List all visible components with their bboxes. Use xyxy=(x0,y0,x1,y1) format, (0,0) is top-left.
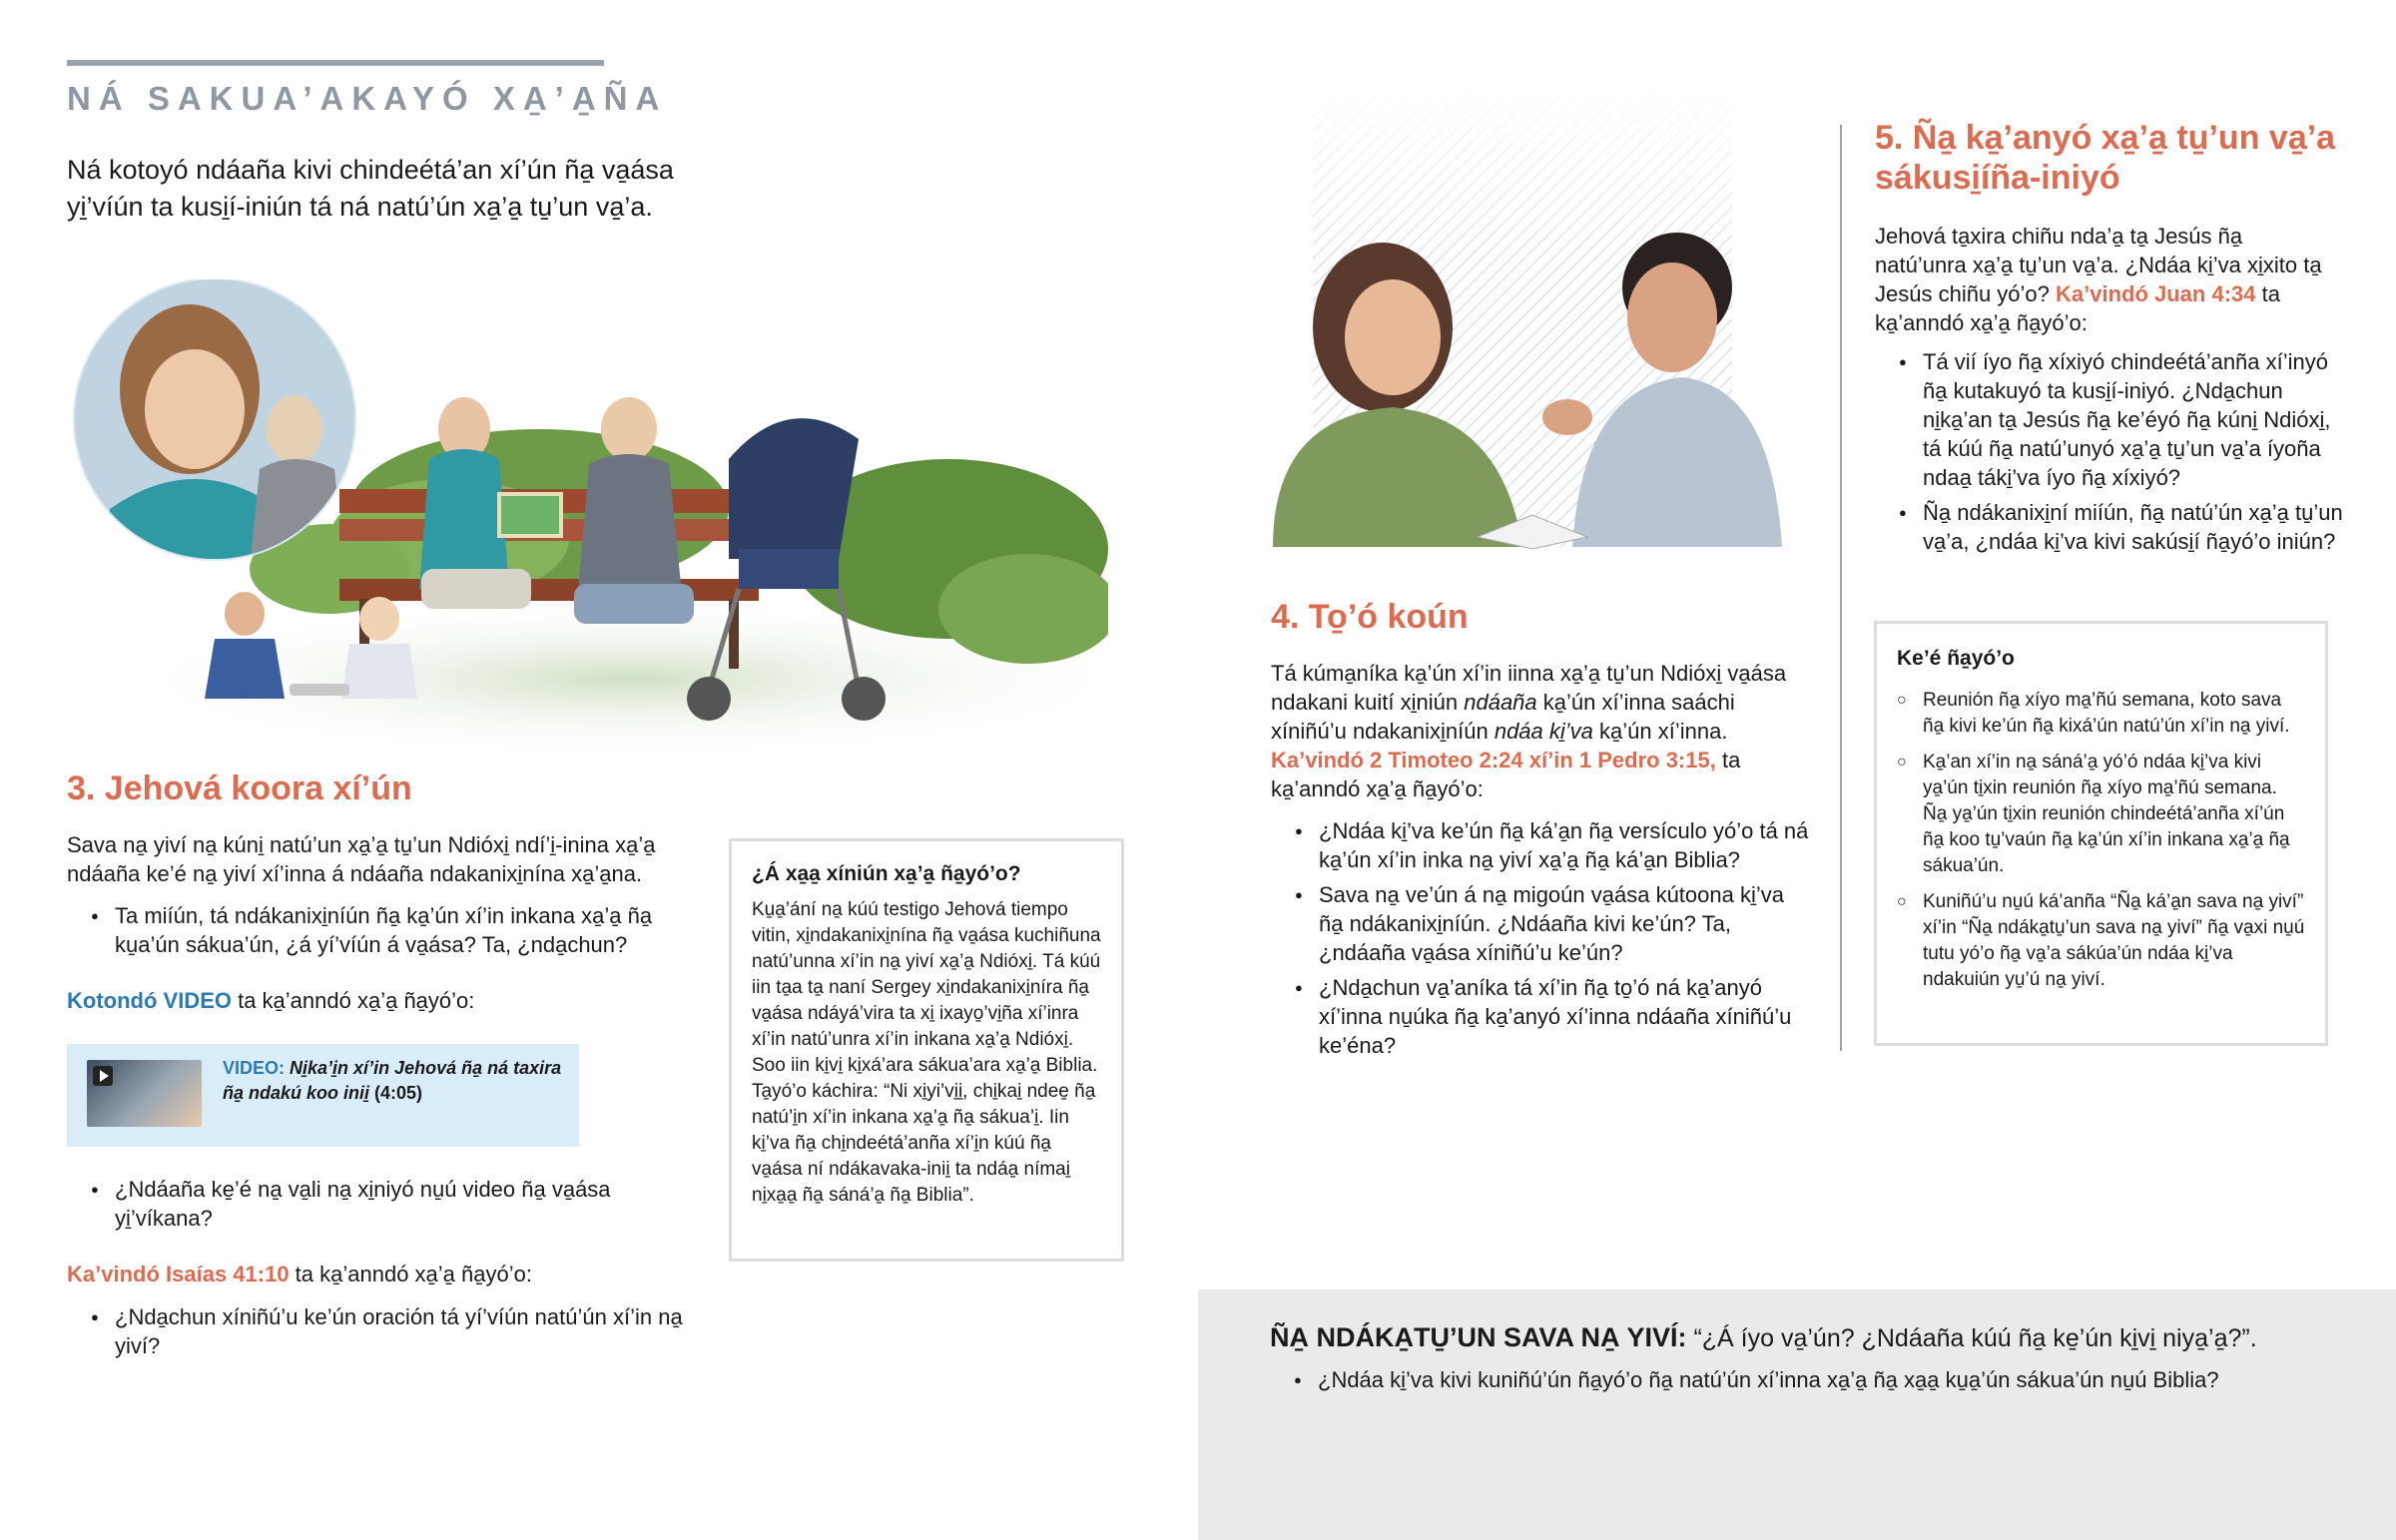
watch-video-link[interactable]: Kotondó VIDEO xyxy=(67,988,232,1013)
section-4-question-3: ● ¿Nda̱chun va̱’aníka tá xí’in ña̱ to̱’ó ná ka̱’anyó xí’inna nu̱úka ña̱ ka̱’anyó xí’inna ndáaña xíniñú’u ke’éna? xyxy=(1271,973,1810,1060)
play-icon[interactable] xyxy=(93,1066,113,1086)
section-5-scripture-reference[interactable]: Ka’vindó Juan 4:34 xyxy=(2056,281,2256,306)
park-scene-svg xyxy=(70,279,1108,759)
did-you-know-text: Ku̱a̱’ání na̱ kúú testigo Jehová tiempo vitin, xi̱ndakanixi̱nína ña̱ va̱ása kuchiñuna natú’unna xí’in na̱ yiví xa̱’a̱ Ndióxi̱. Tá kúú iin ta̱a ta̱ naní Sergey xi̱ndakanixi̱níra ña̱ va̱ása ndáyá’vira ta xi̱ ixayo̱’vi̱ña xí’inra xí’in natú’unra xí’in inkana xa̱’a̱ Ndióxi̱. Soo iin ki̱vi̱ ki̱xá’ara sákua’ara xa̱’a̱ Biblia. Ta̱yó’o káchira: “Ni xi̱yi’vi̱i̱, chi̱kai̱ ndee̱ ña̱ natú’i̱n xí’in inkana xa̱’a̱ ña̱ sákua’i̱. Iin ki̱’va ña̱ chi̱ndeétá’anña xí’i̱n kúú ña̱ va̱ása ní ndákavaka-inii̱ ta ndáa̱ nímai̱ ni̱xa̱a̱ ña̱ sáná’a̱ ña̱ Biblia”. xyxy=(752,899,1101,1206)
video-caption[interactable] xyxy=(223,1056,562,1106)
section-4-scripture-reference[interactable]: Ka’vindó 2 Timoteo 2:24 xí’in 1 Pedro 3:15, xyxy=(1271,748,1716,772)
some-people-ask-question: “¿Á íyo va̱’ún? ¿Ndáaña kúú ña̱ ke̱’ún ki̱vi̱ niya̱’a̱?”. xyxy=(1686,1324,2257,1352)
section-3-body: Sava na̱ yiví na̱ kúni̱ natú’un xa̱’a̱ tu̱’un Ndióxi̱ ndí’i̱-inina xa̱’a̱ ndáaña ke’é na̱ yiví xí’inna á ndáaña ndakanixi̱nína xa̱’a̱na. xyxy=(67,832,656,886)
did-you-know-box xyxy=(729,838,1124,1262)
bible-study-conversation-illustration xyxy=(1253,78,1792,567)
video-title[interactable]: Ni̱ka’i̱n xí’in Jehová ña̱ ná taxira ña̱ ndakú koo inii̱ xyxy=(223,1058,562,1103)
scripture-reference[interactable]: Ka’vindó Isaías 41:10 xyxy=(67,1262,290,1286)
section-5-question-1: ● Tá vií íyo ña̱ xíxiyó chindeétá’anña xí’inyó ña̱ kutakuyó ta kusi̱í-iniyó. ¿Nda̱chun ni̱ka̱’an ta̱ Jesús ña̱ ke’éyó ña̱ kúni̱ Ndióxi̱, tá kúú ña̱ natú’unyó xa̱’a̱ tu̱’un va̱’a íyoña ndaa̱ táki̱’va íyo ña̱ xíxiyó? xyxy=(1875,347,2344,492)
section-5-questions xyxy=(1875,347,2344,562)
section-4-body-part-b: ka̱’ún xí’inna saáchi xíniñú’u ndakanixi̱níún xyxy=(1271,690,1735,744)
lesson-intro: Ná kotoyó ndáaña kivi chindeétá’an xí’ún ña̱ va̱ása yi̱’víún ta kusi̱í-iniún tá ná natú’ún xa̱’a̱ tu̱’un va̱’a. xyxy=(67,155,674,222)
band-question: ● ¿Ndáa ki̱’va kivi kuniñú’ún ña̱yó’o ña̱ natú’ún xí’inna xa̱’a̱ ña̱ xa̱a̱ ku̱a̱’ún sákua’ún nu̱ú Biblia? xyxy=(1270,1365,2368,1394)
section-4-body-part-d: ta ka̱’anndó xa̱’a̱ ña̱yó’o: xyxy=(1271,748,1741,801)
try-this-title: Ke’é ña̱yó’o xyxy=(1897,647,2015,670)
video-duration: (4:05) xyxy=(374,1083,423,1103)
video-thumbnail[interactable] xyxy=(87,1060,202,1127)
some-people-ask-label: ÑA̱ NDÁKA̱TU̱’UN SAVA NA̱ YIVÍ: xyxy=(1270,1322,1687,1352)
try-this-item-3: ○ Kuniñú’u nu̱ú ká’anña “Ña̱ ká’a̱n sava na̱ yiví” xí’in “Ña̱ ndáka̱tu̱’un sava na̱ yiví” ña̱ va̱xi nu̱ú tutu yó’o ña̱ va̱’a sákúa’ún ndáa ki̱’va ndakuiún yu̱’ú na̱ yiví. xyxy=(1897,889,2305,993)
section-3-question-1: ● Ta miíún, tá ndákanixi̱níún ña̱ ka̱’ún xí’in inkana xa̱’a̱ ña̱ ku̱a’ún sákua’ún, ¿á yí’víún á va̱ása? Ta, ¿nda̱chun? xyxy=(67,901,696,959)
scripture-prompt xyxy=(67,1260,696,1288)
try-this-item-1: ○ Reunión ña̱ xíyo ma̱’ñú semana, koto sava ña̱ kivi ke’ún ña̱ kixá’ún natú’ún xí’in na̱ yiví. xyxy=(1897,688,2305,740)
section-4-body-emphasis-2: ndáa ki̱’va xyxy=(1494,719,1593,744)
section-5-body-part-a: Jehová ta̱xira chiñu nda’a̱ ta̱ Jesús ña̱ natú’unra xa̱’a̱ tu̱’un va̱’a. ¿Ndáa ki̱’va xi̱xito ta̱ Jesús chiñu yó’o? xyxy=(1875,224,2322,306)
try-this-box xyxy=(1874,621,2328,1046)
video-prompt xyxy=(67,986,696,1015)
section-4-title: 4. To̱’ó koún xyxy=(1271,598,1469,636)
section-4-body xyxy=(1271,659,1810,803)
section-4-question-2: ● Sava na̱ ve’ún á na̱ migoún va̱ása kútoona ki̱’va ña̱ ndákanixi̱níún. ¿Ndáaña kivi ke’ún? Ta, ¿ndáaña va̱ása xíniñú’u ke’ún? xyxy=(1271,880,1810,967)
section-4-questions xyxy=(1271,816,1810,1066)
talk-scene-svg xyxy=(1253,78,1792,567)
some-people-say-band xyxy=(1198,1289,2396,1540)
park-scene-illustration xyxy=(70,279,1108,759)
section-3-title: 3. Jehová koora xí’ún xyxy=(67,770,412,807)
some-people-ask xyxy=(1270,1319,2368,1356)
video-card[interactable] xyxy=(67,1044,579,1147)
section-5-body xyxy=(1875,222,2334,337)
section-5-body-part-b: ta ka̱’anndó xa̱’a̱ ña̱yó’o: xyxy=(1875,281,2280,335)
section-5-question-2: ● Ña̱ ndákanixi̱ní miíún, ña̱ natú’ún xa̱’a̱ tu̱’un va̱’a, ¿ndáa ki̱’va kivi sakúsi̱í ña̱yó’o iniún? xyxy=(1875,498,2344,556)
try-this-item-2: ○ Ka̱’an xí’in na̱ sáná’a̱ yó’ó ndáa ki̱’va kivi ya̱’ún ti̱xin reunión ña̱ xíyo ma̱’ñú semana. Ña̱ ya̱’ún ti̱xin reunión chindeétá’anña xí’ún ña̱ koo tu̱’vaún ña̱ ka̱’ún xí’in inkana xa̱’a̱ ña̱ sákua’ún. xyxy=(1897,750,2305,879)
section-4-body-part-a: Tá kúma̱níka ka̱’ún xí’in iinna xa̱’a̱ tu̱’un Ndióxi̱ va̱ása ndakani kuití xi̱niún xyxy=(1271,661,1787,715)
section-5-title: 5. Ña̱ ka̱’anyó xa̱’a̱ tu̱’un va̱’a sákusi̱íña-iniyó xyxy=(1875,119,2336,197)
video-label: VIDEO: xyxy=(223,1058,286,1078)
section-4-question-1: ● ¿Ndáa ki̱’va ke’ún ña̱ ká’a̱n ña̱ versículo yó’o tá ná ka̱’ún xí’in inka na̱ yiví xa̱’a̱ ña̱ ká’a̱n Biblia? xyxy=(1271,816,1810,874)
section-3-question-3: ● ¿Nda̱chun xíniñú’u ke’ún oración tá yí’víún natú’ún xí’in na̱ yiví? xyxy=(67,1302,696,1360)
section-4-body-emphasis-1: ndáaña xyxy=(1464,690,1537,715)
section-3-question-2: ● ¿Ndáaña ke̱’é na̱ va̱li na̱ xi̱niyó nu̱ú video ña̱ va̱ása yi̱’víkana? xyxy=(67,1175,696,1233)
video-prompt-text: ta ka̱’anndó xa̱’a̱ ña̱yó’o: xyxy=(231,988,475,1013)
lesson-kicker: NÁ SAKUA’AKAYÓ XA̱’A̱ÑA xyxy=(67,80,668,117)
column-divider xyxy=(1840,125,1842,1051)
did-you-know-title: ¿Á xa̱a̱ xíniún xa̱’a̱ ña̱yó’o? xyxy=(752,862,1021,885)
scripture-prompt-text: ta ka̱’anndó xa̱’a̱ ña̱yó’o: xyxy=(289,1262,532,1286)
section-4-body-part-c: ka̱’ún xí’inna. xyxy=(1592,719,1728,744)
top-rule xyxy=(67,60,604,66)
